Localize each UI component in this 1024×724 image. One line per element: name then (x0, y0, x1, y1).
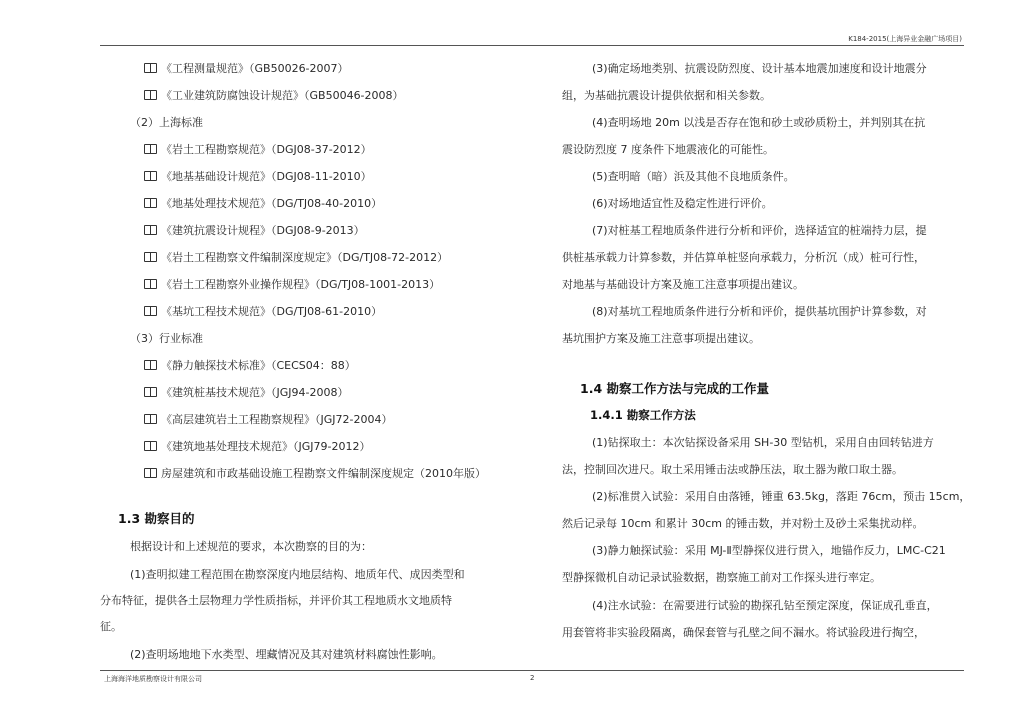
footer-company: 上海海洋地质勘察设计有限公司 (104, 675, 202, 683)
reference-item (144, 62, 349, 76)
line-text: 用套管将非实验段隔离，确保套管与孔壁之间不漏水。将试验段进行掏空， (562, 626, 925, 639)
book-icon (144, 279, 157, 289)
line-text: 分布特征，提供各土层物理力学性质指标，并评价其工程地质水文地质特 (100, 594, 452, 607)
line-text: (3)确定场地类别、抗震设防烈度、设计基本地震加速度和设计地震分 (592, 62, 927, 75)
line-text: (1)查明拟建工程范围在勘察深度内地层结构、地质年代、成因类型和 (130, 568, 465, 581)
paragraph-continuation (562, 517, 924, 531)
paragraph-continuation (562, 332, 760, 346)
line-text: 《基坑工程技术规范》（DG/TJ08-61-2010） (161, 305, 383, 318)
line-text: (6)对场地适宜性及稳定性进行评价。 (592, 197, 773, 210)
paragraph-line (592, 224, 927, 238)
line-text: 对地基与基础设计方案及施工注意事项提出建议。 (562, 278, 804, 291)
reference-item (144, 440, 370, 454)
line-text: 型静探微机自动记录试验数据，勘察施工前对工作探头进行率定。 (562, 571, 881, 584)
line-text: 1.3 勘察目的 (118, 511, 195, 526)
reference-item (144, 305, 382, 319)
running-header: K184-2015(上海异业金融广场项目) (848, 35, 962, 43)
reference-item (144, 224, 365, 238)
subsection-label (130, 332, 203, 346)
footer-rule (100, 670, 964, 671)
line-text: 《工业建筑防腐蚀设计规范》（GB50046-2008） (161, 89, 404, 102)
paragraph-line (592, 197, 773, 211)
reference-item (144, 278, 440, 292)
book-icon (144, 90, 157, 100)
line-text: (4)查明场地 20m 以浅是否存在饱和砂土或砂质粉土，并判别其在抗 (592, 116, 926, 129)
book-icon (144, 306, 157, 316)
line-text: (4)注水试验：在需要进行试验的勘探孔钻至预定深度，保证成孔垂直， (592, 599, 938, 612)
reference-item (144, 251, 448, 265)
line-text: （2）上海标准 (130, 116, 203, 129)
reference-item (144, 359, 356, 373)
book-icon (144, 171, 157, 181)
paragraph-line (130, 540, 372, 554)
paragraph-continuation (562, 626, 925, 640)
line-text: 《建筑地基处理技术规范》（JGJ79-2012） (161, 440, 371, 453)
line-text: 1.4.1 勘察工作方法 (590, 408, 696, 422)
line-text: 法，控制回次进尺。取土采用锤击法或静压法，取土器为敞口取土器。 (562, 463, 903, 476)
subsection-label (130, 116, 203, 130)
line-text: 《工程测量规范》（GB50026-2007） (161, 62, 349, 75)
line-text: 震设防烈度 7 度条件下地震液化的可能性。 (562, 143, 774, 156)
reference-item (144, 386, 348, 400)
book-icon (144, 198, 157, 208)
line-text: 《建筑抗震设计规程》（DGJ08-9-2013） (161, 224, 365, 237)
paragraph-continuation (562, 278, 804, 292)
book-icon (144, 441, 157, 451)
line-text: (2)查明场地地下水类型、埋藏情况及其对建筑材料腐蚀性影响。 (130, 648, 443, 661)
section-heading (580, 382, 769, 396)
line-text: 《地基基础设计规范》（DGJ08-11-2010） (161, 170, 372, 183)
line-text: 《岩土工程勘察外业操作规程》（DG/TJ08-1001-2013） (161, 278, 441, 291)
paragraph-line (130, 648, 443, 662)
book-icon (144, 252, 157, 262)
line-text: 房屋建筑和市政基础设施工程勘察文件编制深度规定（2010年版） (161, 467, 486, 480)
paragraph-continuation (562, 89, 771, 103)
book-icon (144, 360, 157, 370)
line-text: (2)标准贯入试验：采用自由落锤，锤重 63.5kg，落距 76cm，预击 15cm， (592, 490, 971, 503)
book-icon (144, 468, 157, 478)
line-text: 基坑围护方案及施工注意事项提出建议。 (562, 332, 760, 345)
paragraph-line (592, 599, 938, 613)
line-text: (5)查明暗（暗）浜及其他不良地质条件。 (592, 170, 795, 183)
line-text: (7)对桩基工程地质条件进行分析和评价，选择适宜的桩端持力层，提 (592, 224, 927, 237)
line-text: 《地基处理技术规范》（DG/TJ08-40-2010） (161, 197, 383, 210)
paragraph-continuation (562, 251, 925, 265)
book-icon (144, 387, 157, 397)
line-text: (8)对基坑工程地质条件进行分析和评价，提供基坑围护计算参数，对 (592, 305, 927, 318)
paragraph-line (592, 116, 925, 130)
line-text: 征。 (100, 620, 122, 633)
paragraph-line (592, 490, 970, 504)
paragraph-line (592, 62, 927, 76)
subsection-heading (590, 408, 696, 422)
paragraph-continuation (562, 463, 903, 477)
reference-item (144, 467, 486, 481)
book-icon (144, 225, 157, 235)
reference-item (144, 143, 372, 157)
line-text: 1.4 勘察工作方法与完成的工作量 (580, 381, 769, 396)
line-text: (3)静力触探试验：采用 MJ-Ⅱ型静探仪进行贯入，地锚作反力，LMC-C21 (592, 544, 946, 557)
paragraph-line (592, 436, 934, 450)
reference-item (144, 413, 392, 427)
paragraph-line (592, 305, 927, 319)
reference-item (144, 197, 382, 211)
paragraph-line (130, 568, 465, 582)
line-text: 然后记录每 10cm 和累计 30cm 的锤击数，并对粉土及砂土采集扰动样。 (562, 517, 924, 530)
book-icon (144, 414, 157, 424)
page-number: 2 (530, 674, 535, 682)
paragraph-continuation (562, 143, 774, 157)
paragraph-continuation (100, 594, 452, 608)
section-heading (118, 512, 195, 526)
paragraph-line (592, 544, 946, 558)
paragraph-continuation (562, 571, 881, 585)
line-text: 《建筑桩基技术规范》（JGJ94-2008） (161, 386, 349, 399)
line-text: (1)钻探取土：本次钻探设备采用 SH-30 型钻机，采用自由回转钻进方 (592, 436, 934, 449)
line-text: 《静力触探技术标准》（CECS04：88） (161, 359, 356, 372)
reference-item (144, 89, 404, 103)
line-text: 根据设计和上述规范的要求，本次勘察的目的为： (130, 540, 372, 553)
header-rule (100, 45, 964, 46)
paragraph-continuation (100, 620, 122, 634)
reference-item (144, 170, 372, 184)
paragraph-line (592, 170, 795, 184)
line-text: 《岩土工程勘察规范》（DGJ08-37-2012） (161, 143, 372, 156)
line-text: 《高层建筑岩土工程勘察规程》（JGJ72-2004） (161, 413, 393, 426)
book-icon (144, 63, 157, 73)
line-text: 组，为基础抗震设计提供依据和相关参数。 (562, 89, 771, 102)
line-text: 《岩土工程勘察文件编制深度规定》（DG/TJ08-72-2012） (161, 251, 449, 264)
line-text: 供桩基承载力计算参数，并估算单桩竖向承载力，分析沉（成）桩可行性， (562, 251, 925, 264)
book-icon (144, 144, 157, 154)
line-text: （3）行业标准 (130, 332, 203, 345)
